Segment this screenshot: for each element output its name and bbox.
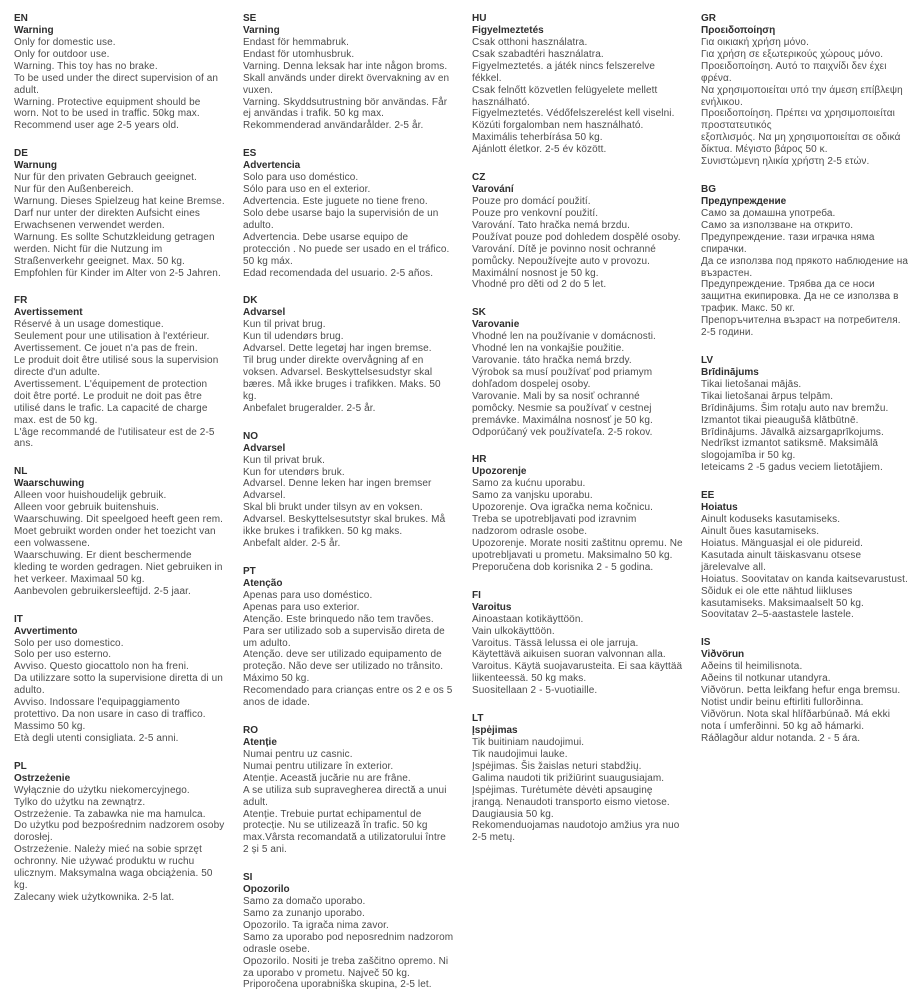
warning-text-line: Aanbevolen gebruikersleeftijd. 2-5 jaar.	[14, 585, 191, 597]
warning-text-line: Warnung. Dieses Spielzeug hat keine Bremse.	[14, 196, 225, 208]
warning-text-line: Solo per uso esterno.	[14, 649, 112, 661]
warning-heading: Advarsel	[243, 307, 286, 319]
language-section-nl	[14, 466, 225, 597]
warning-text-line: Kun til privat brug.	[243, 319, 326, 331]
language-code-label: BG	[701, 183, 716, 195]
warning-text-line: Figyelmeztetés. Védőfelszerelést kell viselni. Közúti forgalomban nem használható. Maximális teherbírása 50 kg.	[472, 108, 675, 144]
language-code-label: SI	[243, 872, 253, 884]
warning-text-line: Numai pentru uz casnic.	[243, 748, 353, 760]
warning-heading: Waarschuwing	[14, 478, 85, 490]
language-code-label: LT	[472, 713, 484, 725]
warning-heading: Viðvörun	[701, 649, 745, 661]
warning-text-line: Συνιστώμενη ηλικία χρήστη 2-5 ετών.	[701, 156, 870, 168]
warning-text-line: Sólo para uso en el exterior.	[243, 184, 371, 196]
language-section-cz	[472, 172, 683, 291]
warning-heading: Atenção	[243, 577, 283, 589]
warning-text-line: Le produit doit être utilisé sous la supervision directe d'un adulte.	[14, 355, 219, 379]
warning-text-line: Recommend user age 2-5 years old.	[14, 120, 180, 132]
warning-text-line: Hoiatus. Soovitatav on kanda kaitsevarustust. Sõiduk ei ole ette nähtud liikluses kasutamiseks. Maksimaalselt 50 kg.	[701, 573, 908, 609]
warning-text-line: Csak otthoni használatra.	[472, 37, 588, 48]
warning-text-line: Advarsel. Dette legetøj har ingen bremse.	[243, 343, 432, 355]
warning-heading: Προειδοποίηση	[701, 25, 776, 36]
warning-text-line: Tikai lietošanai ārpus telpām.	[701, 390, 834, 402]
warning-heading: Upozorenje	[472, 466, 527, 478]
warning-heading: Advarsel	[243, 442, 286, 454]
language-section-bg	[701, 184, 912, 339]
warning-text-line: Pouze pro venkovní použití.	[472, 207, 599, 219]
warning-heading: Varování	[472, 184, 514, 196]
warning-text-line: Kun til privat bruk.	[243, 454, 326, 466]
warning-text-line: Upozorenje. Ova igračka nema kočnicu.	[472, 502, 654, 514]
warning-text-line: Avertissement. Ce jouet n'a pas de frein.	[14, 343, 198, 355]
language-section-si	[243, 872, 454, 991]
warning-text-line: Προειδοποίηση. Πρέπει να χρησιμοποιείται προστατευτικός	[701, 108, 895, 132]
warning-text-line: Advertencia. Debe usarse equipo de protección . No puede ser usado en el tráfico. 50 kg máx.	[243, 231, 450, 267]
warning-text-line: Ostrzeżenie. Należy mieć na sobie sprzęt ochronny. Nie używać produktu w ruchu ulicznym. Maksymalna waga obciążenia. 50 kg.	[14, 844, 213, 891]
warning-text-line: Alleen voor gebruik buitenshuis.	[14, 502, 159, 514]
language-code-label: EE	[701, 490, 715, 502]
warning-text-line: Only for outdoor use.	[14, 48, 110, 60]
warning-text-line: Pouze pro domácí použití.	[472, 196, 591, 208]
warning-text-line: Για οικιακή χρήση μόνο.	[701, 37, 809, 48]
language-section-fr	[14, 295, 225, 450]
language-section-de	[14, 148, 225, 279]
language-columns	[14, 13, 912, 1007]
language-code-label: FR	[14, 295, 28, 307]
language-code-label: SK	[472, 307, 486, 319]
warning-text-line: Numai pentru utilizare în exterior.	[243, 760, 394, 772]
language-code-label: PT	[243, 565, 256, 577]
warning-text-line: Priporočena uporabniška skupina, 2-5 let.	[243, 979, 432, 991]
warning-text-line: Zalecany wiek użytkownika. 2-5 lat.	[14, 891, 175, 903]
warning-heading: Avertissement	[14, 307, 83, 319]
language-section-lt	[472, 713, 683, 844]
warning-text-line: Da utilizzare sotto la supervisione diretta di un adulto.	[14, 673, 223, 697]
warning-heading: Įspėjimas	[472, 725, 518, 737]
warning-text-line: Kun til udendørs brug.	[243, 331, 344, 343]
warning-heading: Предупреждение	[701, 195, 787, 207]
warning-text-line: Varování. Tato hračka nemá brzdu.	[472, 219, 631, 231]
warning-text-line: Samo za domačo uporabo.	[243, 896, 366, 908]
language-code-label: DK	[243, 295, 258, 307]
warning-text-line: Само за използване на открито.	[701, 219, 854, 231]
language-code-label: CZ	[472, 172, 486, 184]
warning-heading: Atenție	[243, 736, 277, 748]
warning-text-line: Endast för utomhusbruk.	[243, 48, 355, 60]
warning-text-line: Warnung. Es sollte Schutzkleidung getragen werden. Nicht für die Nutzung im Straßenverkehr geeignet. Max. 50 kg.	[14, 231, 215, 267]
warning-text-line: Upozorenje. Morate nositi zaštitnu opremu. Ne upotrebljavati u prometu. Maksimalno 50 kg.	[472, 538, 683, 561]
warning-text-line: Kun for utendørs bruk.	[243, 466, 345, 478]
warning-text-line: Hoiatus. Mänguasjal ei ole pidureid.	[701, 538, 864, 549]
language-section-dk	[243, 295, 454, 414]
language-section-es	[243, 148, 454, 279]
warning-heading: Varning	[243, 25, 280, 36]
warning-text-line: Skal bli brukt under tilsyn av en voksen.	[243, 502, 423, 514]
warning-text-line: Empfohlen für Kinder im Alter von 2-5 Jahren.	[14, 267, 221, 279]
warning-text-line: Предупреждение. тази играчка няма спирачки.	[701, 231, 875, 255]
language-code-label: EN	[14, 13, 28, 24]
warning-text-line: Varování. Dítě je povinno nosit ochranné pomůcky. Nepoužívejte auto v provozu. Maximální nosnost je 50 kg.	[472, 243, 656, 279]
warning-text-line: Seulement pour une utilisation à l'extérieur.	[14, 331, 210, 343]
column-4	[701, 13, 912, 761]
warning-text-line: Само за домашна употреба.	[701, 207, 836, 219]
warning-text-line: Avviso. Indossare l'equipaggiamento protettivo. Da non usare in caso di traffico. Massimo 50 kg.	[14, 697, 206, 732]
language-section-fi	[472, 590, 683, 697]
warning-text-line: Recomendado para crianças entre os 2 e os 5 anos de idade.	[243, 685, 453, 709]
warning-text-line: Warning. This toy has no brake.	[14, 60, 158, 72]
warning-text-line: Atenção. Este brinquedo não tem travões.	[243, 613, 434, 625]
language-section-gr	[701, 13, 912, 168]
warning-text-line: Til brug under direkte overvågning af en voksen. Advarsel. Beskyttelsesudstyr skal bæres. Må ikke bruges i trafikken. Maks. 50 kg.	[243, 355, 441, 402]
warning-heading: Warnung	[14, 160, 57, 172]
warning-text-line: Edad recomendada del usuario. 2-5 años.	[243, 267, 434, 279]
column-1	[14, 13, 225, 920]
warning-heading: Brīdinājums	[701, 366, 759, 378]
warning-text-line: Età degli utenti consigliata. 2-5 anni.	[14, 732, 179, 744]
warning-text-line: Nur für den privaten Gebrauch geeignet.	[14, 172, 197, 184]
language-code-label: FI	[472, 589, 481, 601]
warning-text-line: Réservé à un usage domestique.	[14, 319, 164, 331]
warning-text-line: Moet gebruikt worden onder het toezicht van een volwassene.	[14, 526, 216, 549]
warning-text-line: Warning. Protective equipment should be worn. Not to be used in traffic. 50kg max.	[14, 96, 201, 120]
warning-text-line: Ráðlagður aldur notanda. 2 - 5 ára.	[701, 732, 861, 744]
warning-heading: Advertencia	[243, 160, 301, 172]
warning-text-line: L'âge recommandé de l'utilisateur est de 2-5 ans.	[14, 426, 215, 450]
language-code-label: ES	[243, 148, 257, 160]
warning-heading: Figyelmeztetés	[472, 25, 544, 36]
warning-text-line: Opozorilo. Nositi je treba zaščitno opremo. Ni za uporabo v prometu. Največ 50 kg.	[243, 955, 449, 979]
warning-text-line: Používat pouze pod dohledem dospělé osoby.	[472, 231, 681, 243]
language-code-label: NL	[14, 466, 28, 478]
language-code-label: GR	[701, 13, 716, 24]
warning-text-line: Tylko do użytku na zewnątrz.	[14, 796, 146, 808]
warning-text-line: Alleen voor huishoudelijk gebruik.	[14, 490, 167, 502]
warning-text-line: A se utiliza sub supravegherea directă a unui adult.	[243, 784, 447, 808]
warning-text-line: Vhodné len na používanie v domácnosti.	[472, 331, 656, 343]
language-code-label: DE	[14, 148, 28, 160]
warning-text-line: Varoitus. Tässä lelussa ei ole jarruja.	[472, 637, 639, 649]
language-code-label: PL	[14, 760, 27, 772]
warning-text-line: Για χρήση σε εξωτερικούς χώρους μόνο.	[701, 48, 884, 60]
warning-text-line: Ainult koduseks kasutamiseks.	[701, 514, 841, 526]
warning-text-line: Varovanie. táto hračka nemá brzdy.	[472, 355, 632, 367]
language-section-pl	[14, 761, 225, 904]
warning-text-line: Ieteicams 2 -5 gadus veciem lietotājiem.	[701, 462, 883, 474]
language-code-label: HR	[472, 454, 487, 466]
language-section-se	[243, 13, 454, 132]
warning-text-line: Soovitatav 2–5-aastastele lastele.	[701, 609, 854, 621]
warning-text-line: Tik naudojimui lauke.	[472, 748, 568, 760]
language-section-it	[14, 614, 225, 745]
language-section-is	[701, 637, 912, 744]
warning-text-line: Kasutada ainult täiskasvanu otsese järelevalve all.	[701, 549, 862, 573]
language-code-label: IT	[14, 613, 23, 625]
language-section-sk	[472, 307, 683, 438]
warning-text-line: Endast för hemmabruk.	[243, 37, 350, 48]
warning-heading: Avvertimento	[14, 625, 78, 637]
warning-text-line: Galima naudoti tik prižiūrint suaugusiajam.	[472, 772, 665, 784]
warning-text-line: Csak felnőtt közvetlen felügyelete mellett használható.	[472, 84, 658, 108]
warning-text-line: Opozorilo. Ta igrača nima zavor.	[243, 919, 389, 931]
warning-text-line: Treba se upotrebljavati pod izravnim nadzorom odrasle osobe.	[472, 514, 637, 538]
language-code-label: IS	[701, 637, 711, 649]
warning-text-line: Samo za kućnu uporabu.	[472, 478, 586, 490]
language-section-pt	[243, 566, 454, 709]
language-code-label: HU	[472, 13, 487, 24]
warning-text-line: Advertencia. Este juguete no tiene freno.	[243, 196, 428, 208]
warning-text-line: Препоръчителна възраст на потребителя. 2-5 години.	[701, 315, 901, 339]
warning-text-line: Izmantot tikai pieaugušā klātbūtnē.	[701, 414, 859, 426]
warning-text-line: Tik buitiniam naudojimui.	[472, 737, 585, 749]
warning-text-line: Įspėjimas. Turėtumėte dėvėti apsauginę įrangą. Nenaudoti transporto eismo vietose. Daugiausia 50 kg.	[472, 784, 670, 820]
language-section-ee	[701, 490, 912, 621]
warning-text-line: Samo za vanjsku uporabu.	[472, 490, 593, 502]
warning-text-line: Notist undir beinu eftirliti fullorðinna.	[701, 697, 864, 709]
warning-text-line: Solo debe usarse bajo la supervisión de un adulto.	[243, 207, 439, 231]
warning-text-line: Wyłącznie do użytku niekomercyjnego.	[14, 784, 190, 796]
warning-text-line: Samo za uporabo pod neposrednim nadzorom odrasle osebe.	[243, 931, 454, 955]
warning-text-line: Do użytku pod bezpośrednim nadzorem osoby dorosłej.	[14, 820, 225, 844]
language-code-label: SE	[243, 13, 257, 24]
warning-text-line: Brīdinājums. Jāvalkā aizsargaprīkojums. Nedrīkst izmantot satiksmē. Maksimālā slogojamība ir 50 kg.	[701, 426, 884, 462]
language-code-label: NO	[243, 430, 258, 442]
language-code-label: RO	[243, 724, 258, 736]
warning-text-line: Ainoastaan kotikäyttöön.	[472, 613, 584, 625]
warning-text-line: Vhodné len na vonkajšie použitie.	[472, 343, 625, 355]
warning-text-line: Figyelmeztetés. a játék nincs felszerelve fékkel.	[472, 60, 656, 84]
warning-text-line: Aðeins til heimilisnota.	[701, 661, 803, 673]
warning-text-line: Atenție. Trebuie purtat echipamentul de protecție. Nu se utilizează în trafic. 50 kg max.Vârsta recomandată a utilizatorului între 2 și 5 ani.	[243, 808, 446, 856]
warning-text-line: Solo para uso doméstico.	[243, 172, 359, 184]
warning-text-line: Varovanie. Mali by sa nosiť ochranné pomôcky. Nesmie sa používať v cestnej premávke. Maximálna nosnosť je 50 kg.	[472, 390, 653, 426]
warning-text-line: Įspėjimas. Šis žaislas neturi stabdžių.	[472, 760, 642, 772]
column-2	[243, 13, 454, 1007]
warning-text-line: Varoitus. Käytä suojavarusteita. Ei saa käyttää liikenteessä. 50 kg maks.	[472, 661, 683, 685]
warning-text-line: Να χρησιμοποιείται υπό την άμεση επίβλεψη ενήλικου.	[701, 84, 903, 108]
warning-text-line: εξοπλισμός. Να μη χρησιμοποιείται σε οδικά δίκτυα. Μέγιστο βάρος 50 κ.	[701, 132, 901, 156]
warning-text-line: Suositellaan 2 - 5-vuotiaille.	[472, 685, 598, 697]
warning-text-line: Rekomenduojamas naudotojo amžius yra nuo 2-5 metų.	[472, 820, 680, 844]
language-section-ro	[243, 725, 454, 856]
warning-text-line: Nur für den Außenbereich.	[14, 184, 134, 196]
warning-text-line: Да се използва под прякото наблюдение на възрастен.	[701, 255, 909, 279]
warning-text-line: Käytettävä aikuisen suoran valvonnan alla.	[472, 649, 666, 661]
warning-text-line: Solo per uso domestico.	[14, 637, 124, 649]
warning-text-line: Aðeins til notkunar utandyra.	[701, 673, 831, 685]
warning-text-line: Advarsel. Beskyttelsesutstyr skal brukes. Må ikke brukes i trafikken. 50 kg maks.	[243, 514, 446, 538]
warning-text-line: Apenas para uso doméstico.	[243, 589, 373, 601]
warning-heading: Varovanie	[472, 319, 520, 331]
warning-heading: Warning	[14, 25, 54, 36]
language-section-hu	[472, 13, 683, 156]
warning-text-line: Apenas para uso exterior.	[243, 601, 360, 613]
warning-text-line: Samo za zunanjo uporabo.	[243, 908, 365, 920]
warning-text-line: Waarschuwing. Er dient beschermende kleding te worden gedragen. Niet gebruiken in het verkeer. Maximaal 50 kg.	[14, 549, 223, 585]
warning-text-line: Waarschuwing. Dit speelgoed heeft geen rem.	[14, 514, 224, 526]
warning-text-line: Προειδοποίηση. Αυτό το παιχνίδι δεν έχει φρένα.	[701, 60, 887, 84]
warning-text-line: Avertissement. L'équipement de protection doit être porté. Le produit ne doit pas être utilisé dans le trafic. La capacité de charge max. est de 50 kg.	[14, 378, 208, 426]
warning-text-line: Ajánlott életkor. 2-5 év között.	[472, 144, 607, 156]
warning-text-line: Varning. Skyddsutrustning bör användas. Får ej användas i trafik. 50 kg max.	[243, 96, 448, 120]
warning-text-line: Ostrzeżenie. Ta zabawka nie ma hamulca.	[14, 808, 206, 820]
warning-text-line: Viðvörun. Nota skal hlífðarbúnað. Má ekki nota í umferðinni. 50 kg að hámarki.	[701, 708, 891, 732]
warning-text-line: Advarsel. Denne leken har ingen bremser Advarsel.	[243, 478, 432, 502]
warning-text-line: Tikai lietošanai mājās.	[701, 378, 802, 390]
warning-text-line: Anbefalt alder. 2-5 år.	[243, 538, 341, 549]
warning-text-line: Atenção. deve ser utilizado equipamento de proteção. Não deve ser utilizado no trânsito. Máximo 50 kg.	[243, 649, 444, 685]
warning-text-line: Brīdinājums. Šim rotaļu auto nav bremžu.	[701, 402, 889, 414]
warning-text-line: Vain ulkokäyttöön.	[472, 625, 555, 637]
warning-text-line: Varning. Denna leksak har inte någon broms.	[243, 60, 448, 72]
warning-text-line: Ainult õues kasutamiseks.	[701, 526, 820, 538]
warning-text-line: Vhodné pro děti od 2 do 5 let.	[472, 279, 607, 291]
warning-text-line: Only for domestic use.	[14, 37, 116, 48]
warning-text-line: Preporučena dob korisnika 2 - 5 godina.	[472, 561, 654, 573]
warning-text-line: Darf nur unter der direkten Aufsicht eines Erwachsenen verwendet werden.	[14, 207, 200, 231]
warning-text-line: To be used under the direct supervision of an adult.	[14, 72, 219, 96]
warning-text-line: Viðvörun. Þetta leikfang hefur enga bremsu.	[701, 685, 901, 697]
language-section-no	[243, 431, 454, 550]
warning-text-line: Предупреждение. Трябва да се носи защитна екипировка. Да не се използва в трафик. Макс. 50 кг.	[701, 279, 899, 315]
language-section-hr	[472, 454, 683, 573]
warning-heading: Varoitus	[472, 601, 512, 613]
warning-heading: Ostrzeżenie	[14, 772, 71, 784]
column-3	[472, 13, 683, 860]
warning-text-line: Csak szabadtéri használatra.	[472, 48, 604, 60]
warning-text-line: Rekommenderad användarålder. 2-5 år.	[243, 120, 424, 132]
warning-text-line: Atenție. Această jucărie nu are frâne.	[243, 772, 411, 784]
language-section-en	[14, 13, 225, 132]
warning-text-line: Avviso. Questo giocattolo non ha freni.	[14, 661, 189, 673]
warning-heading: Hoiatus	[701, 502, 738, 514]
warning-heading: Opozorilo	[243, 884, 290, 896]
warning-text-line: Anbefalet brugeralder. 2-5 år.	[243, 402, 376, 414]
warning-text-line: Odporúčaný vek používateľa. 2-5 rokov.	[472, 426, 653, 438]
warning-text-line: Skall används under direkt övervakning av en vuxen.	[243, 72, 450, 96]
warning-text-line: Para ser utilizado sob a supervisão direta de um adulto.	[243, 625, 445, 649]
language-code-label: LV	[701, 354, 714, 366]
warning-text-line: Výrobok sa musí používať pod priamym dohľadom dospelej osoby.	[472, 367, 653, 390]
language-section-lv	[701, 355, 912, 474]
